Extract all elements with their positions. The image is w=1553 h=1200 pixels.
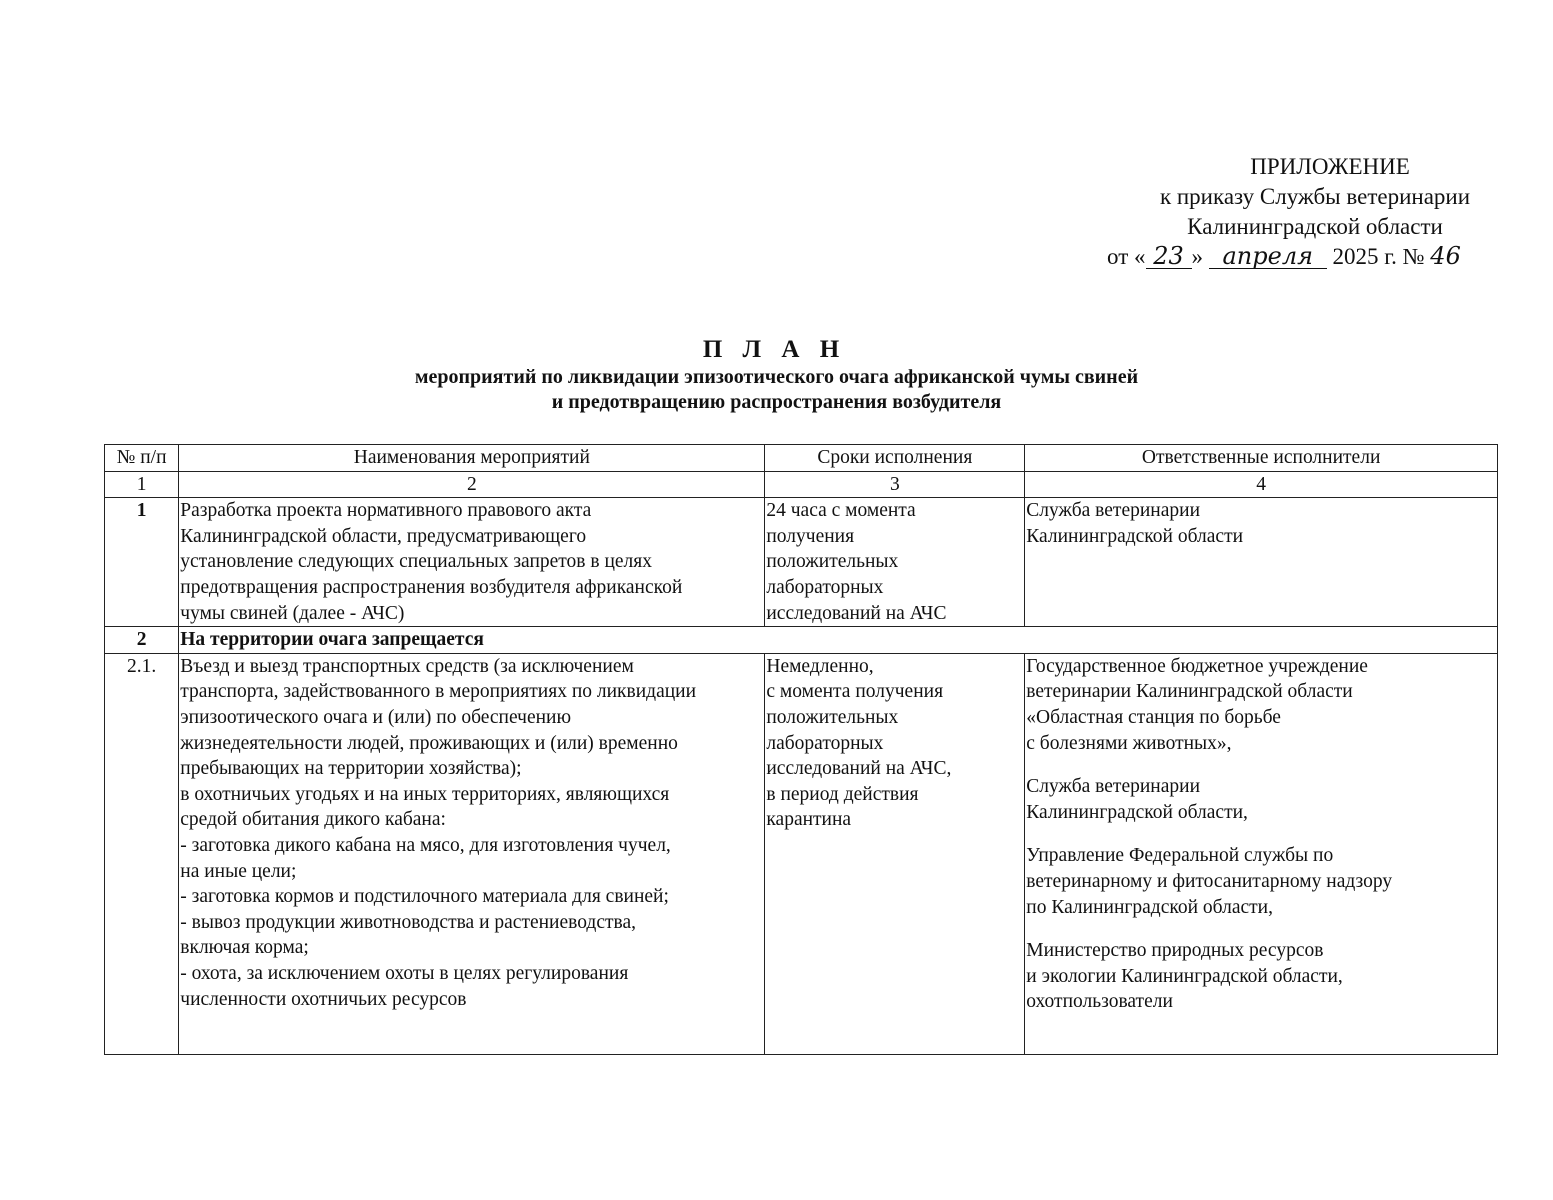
plan-subtitle-2: и предотвращению распространения возбудителя [551,391,1002,413]
column-number: 1 [105,471,179,498]
row-deadline: 24 часа с момента получения положительных лабораторных исследований на АЧС [765,498,1025,627]
plan-subtitle-1: мероприятий по ликвидации эпизоотического очага африканской чумы свиней [414,366,1139,388]
row-index: 2.1. [105,653,179,1054]
appendix-region-line: Калининградской области [1187,214,1443,239]
column-number: 3 [765,471,1025,498]
date-mid: » [1191,244,1203,269]
header-activity: Наименования мероприятий [179,445,765,472]
row-responsible: Служба ветеринарии Калининградской области [1025,498,1498,627]
row-deadline: Немедленно, с момента получения положительных лабораторных исследований на АЧС, в период действия карантина [765,653,1025,1054]
responsible-entry: Государственное бюджетное учреждение ветеринарии Калининградской области «Областная станция по борьбе с болезнями животных», [1026,655,1368,754]
appendix-date-line [1095,242,1535,272]
header-deadline: Сроки исполнения [765,445,1025,472]
row-responsible [1025,653,1498,1054]
table-row [105,653,1498,1054]
table-section-row [105,627,1498,654]
row-activity: Разработка проекта нормативного правового акта Калининградской области, предусматривающего установление следующих специальных запретов в целях предотвращения распространения возбудителя африканской чумы свиней (далее - АЧС) [179,498,765,627]
column-number: 4 [1025,471,1498,498]
plan-heading: П Л А Н [702,336,847,363]
document-title [0,335,1553,415]
appendix-title: ПРИЛОЖЕНИЕ [1250,154,1410,179]
row-activity: Въезд и выезд транспортных средств (за исключением транспорта, задействованного в мероприятиях по ликвидации эпизоотического очага и (или) по обеспечению жизнедеятельности людей, проживающих и (или) временно пребывающих на территории хозяйства); в охотничьих угодьях и на иных территориях, являющихся средой обитания дикого кабана: - заготовка дикого кабана на мясо, для изготовления чучел, на иные цели; - заготовка кормов и подстилочного материала для свиней; - вывоз продукции животноводства и растениеводства, включая корма; - охота, за исключением охоты в целях регулирования численности охотничьих ресурсов [179,653,765,1054]
header-responsible: Ответственные исполнители [1025,445,1498,472]
date-day: 23 [1146,244,1192,269]
row-index: 2 [105,627,179,654]
column-number-row [105,471,1498,498]
header-number: № п/п [105,445,179,472]
column-number: 2 [179,471,765,498]
date-year: 2025 г. № [1332,244,1425,269]
table-header-row [105,445,1498,472]
plan-table [104,444,1498,1055]
responsible-entry: Служба ветеринарии Калининградской области, [1026,776,1248,823]
order-number: 46 [1430,242,1461,270]
appendix-header [1095,152,1535,272]
responsible-entry: Министерство природных ресурсов и экологии Калининградской области, охотпользователи [1026,940,1343,1013]
table-row [105,498,1498,627]
section-title: На территории очага запрещается [179,627,1498,654]
responsible-entry: Управление Федеральной службы по ветеринарному и фитосанитарному надзору по Калининградской области, [1026,845,1393,918]
appendix-order-line: к приказу Службы ветеринарии [1159,184,1471,209]
row-index: 1 [105,498,179,627]
date-prefix: от « [1107,244,1146,269]
date-month: апреля [1209,244,1327,269]
